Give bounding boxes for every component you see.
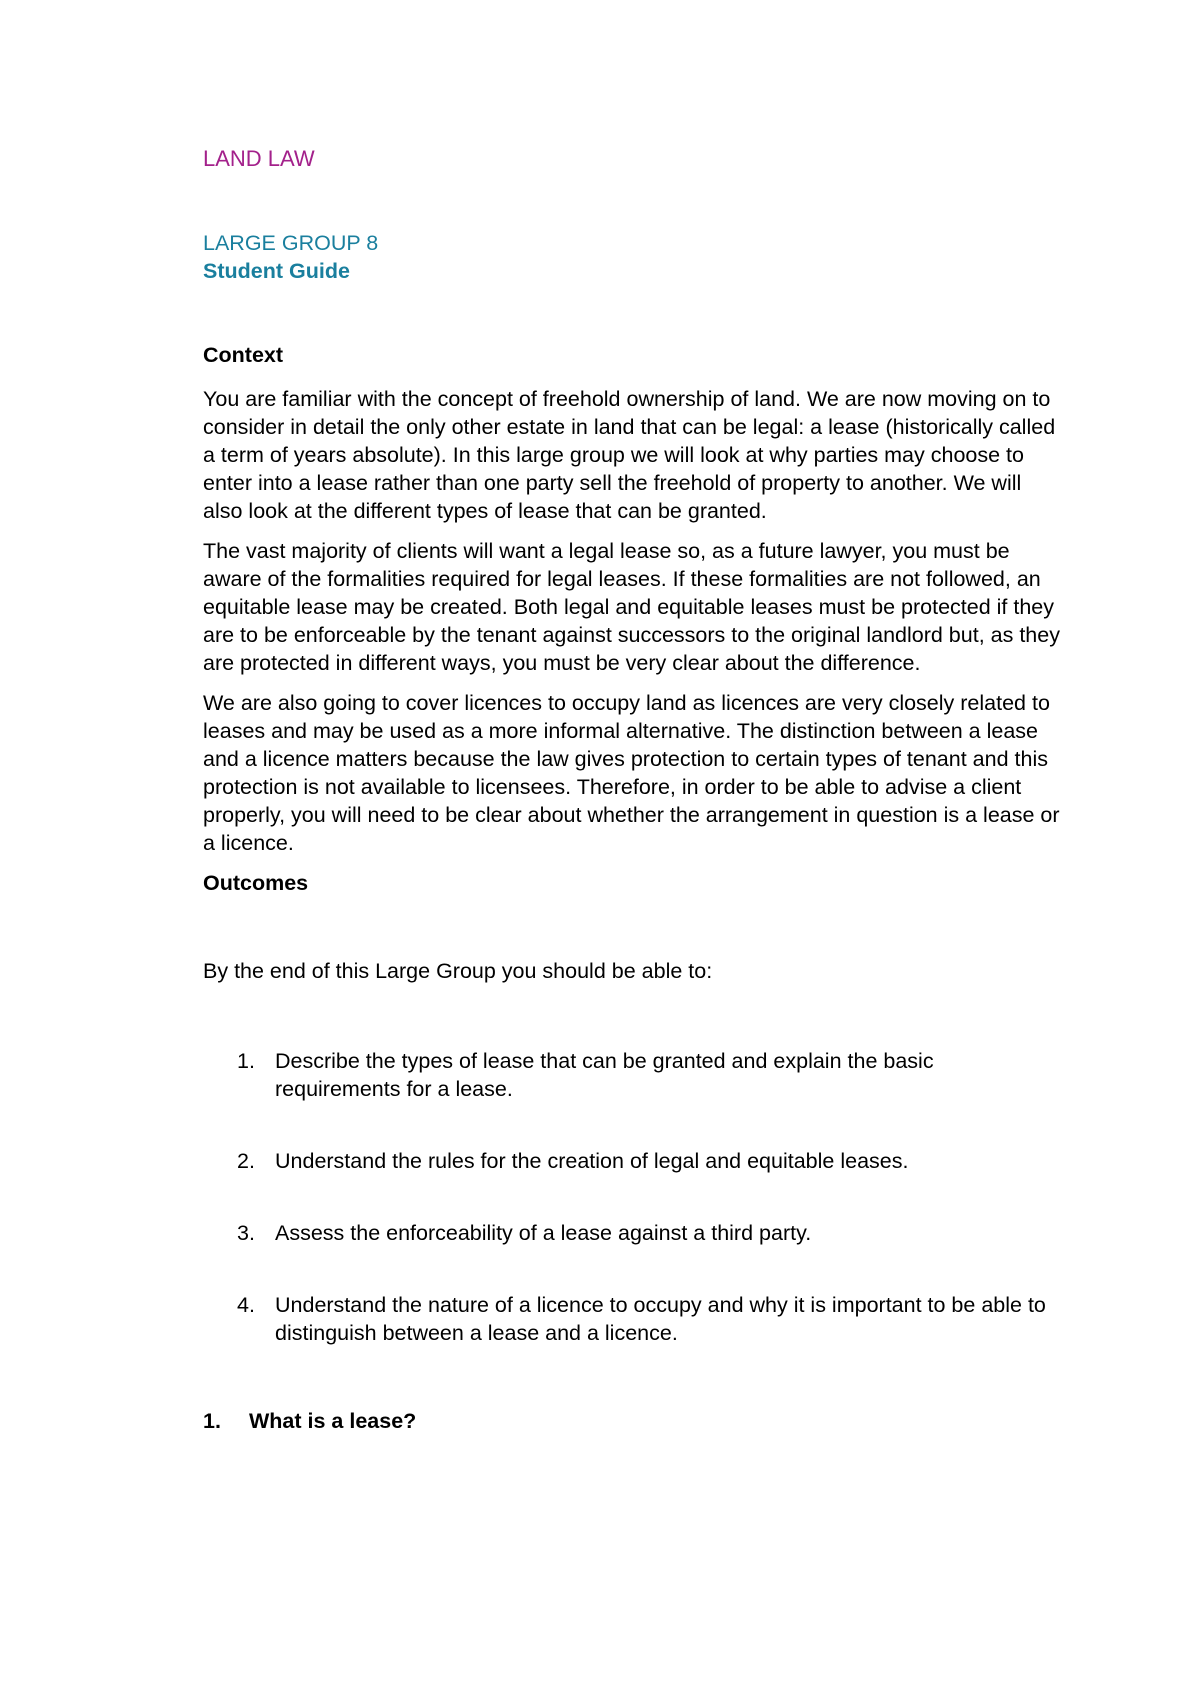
list-item (203, 1219, 1063, 1247)
list-item-text: Describe the types of lease that can be granted and explain the basic requirements for a lease. (275, 1049, 934, 1101)
guide-label: Student Guide (203, 259, 350, 283)
list-item (203, 1147, 1063, 1175)
question-text: What is a lease? (249, 1409, 417, 1433)
outcomes-intro: By the end of this Large Group you should be able to: (203, 959, 713, 983)
list-item-number: 3. (237, 1221, 255, 1245)
group-title: LARGE GROUP 8 (203, 231, 379, 255)
context-paragraph-3: We are also going to cover licences to occupy land as licences are very closely related to leases and may be used as a more informal alternative. The distinction between a lease and a licence matters because the law gives protection to certain types of tenant and this protection is not available to licensees. Therefore, in order to be able to advise a client properly, you will need to be clear about whether the arrangement in question is a lease or a licence. (203, 691, 1060, 855)
outcomes-heading: Outcomes (203, 871, 309, 895)
list-item-text: Understand the rules for the creation of legal and equitable leases. (275, 1149, 909, 1173)
list-item-text: Understand the nature of a licence to occupy and why it is important to be able to distinguish between a lease and a licence. (275, 1293, 1046, 1345)
list-item-text: Assess the enforceability of a lease against a third party. (275, 1221, 812, 1245)
question-number: 1. (203, 1409, 221, 1433)
document-content (203, 145, 1063, 1435)
group-heading-block (203, 229, 1063, 285)
outcomes-list (203, 1047, 1063, 1347)
question-heading (203, 1407, 1063, 1435)
context-heading: Context (203, 343, 284, 367)
list-item-number: 4. (237, 1293, 255, 1317)
course-title: LAND LAW (203, 146, 315, 171)
context-paragraph-1: You are familiar with the concept of freehold ownership of land. We are now moving on to consider in detail the only other estate in land that can be legal: a lease (historically called a term of years absolute). In this large group we will look at why parties may choose to enter into a lease rather than one party sell the freehold of property to another. We will also look at the different types of lease that can be granted. (203, 387, 1056, 523)
list-item (203, 1291, 1063, 1347)
list-item-number: 1. (237, 1049, 255, 1073)
list-item-number: 2. (237, 1149, 255, 1173)
context-paragraph-2: The vast majority of clients will want a legal lease so, as a future lawyer, you must be aware of the formalities required for legal leases. If these formalities are not followed, an equitable lease may be created. Both legal and equitable leases must be protected if they are to be enforceable by the tenant against successors to the original landlord but, as they are protected in different ways, you must be very clear about the difference. (203, 539, 1060, 675)
list-item (203, 1047, 1063, 1103)
